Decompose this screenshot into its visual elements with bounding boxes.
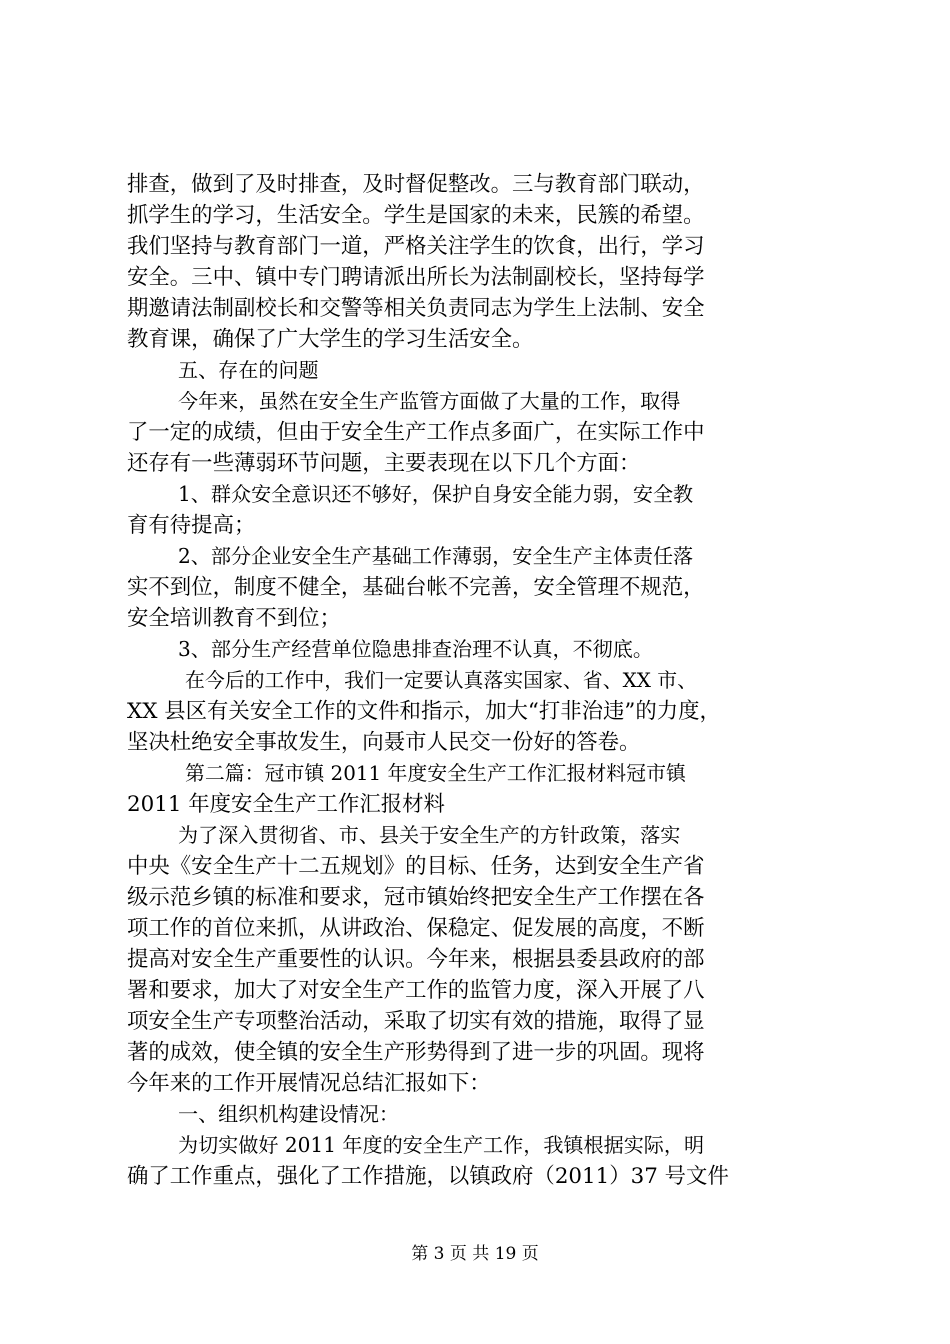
chapter-heading: 第二篇：冠市镇 2011 年度安全生产工作汇报材料冠市镇: [185, 762, 686, 785]
text-line: 今年来的工作开展情况总结汇报如下：: [127, 1071, 491, 1096]
text-line: 坚决杜绝安全事故发生，向聂市人民交一份好的答卷。: [127, 730, 641, 755]
text-line: 中央《安全生产十二五规划》的目标、任务，达到安全生产省: [127, 854, 705, 879]
text-line: 安全培训教育不到位；: [127, 606, 341, 631]
text-line: 著的成效，使全镇的安全生产形势得到了进一步的巩固。现将: [127, 1040, 705, 1065]
text-line: 了一定的成绩，但由于安全生产工作点多面广，在实际工作中: [127, 420, 705, 445]
list-item: 1、群众安全意识还不够好，保护自身安全能力弱，安全教: [178, 482, 694, 506]
text-line: 项工作的首位来抓，从讲政治、保稳定、促发展的高度，不断: [127, 916, 705, 941]
page-footer: 第 3 页 共 19 页: [411, 1244, 539, 1264]
section-heading: 一、组织机构建设情况：: [178, 1102, 400, 1126]
text-line: 我们坚持与教育部门一道，严格关注学生的饮食，出行，学习: [127, 234, 705, 259]
text-line: 为切实做好 2011 年度的安全生产工作，我镇根据实际，明: [178, 1133, 705, 1157]
text-line: 级示范乡镇的标准和要求，冠市镇始终把安全生产工作摆在各: [127, 885, 705, 910]
text-line: 在今后的工作中，我们一定要认真落实国家、省、XX 市、: [185, 669, 698, 692]
text-line: XX 县区有关安全工作的文件和指示，加大“打非治违”的力度，: [127, 699, 721, 724]
text-line: 还存有一些薄弱环节问题，主要表现在以下几个方面：: [127, 451, 641, 476]
text-line: 为了深入贯彻省、市、县关于安全生产的方针政策，落实: [178, 823, 681, 847]
text-line: 实不到位，制度不健全，基础台帐不完善，安全管理不规范，: [127, 575, 705, 600]
text-line: 抓学生的学习，生活安全。学生是国家的未来，民簇的希望。: [127, 203, 705, 228]
list-item: 3、部分生产经营单位隐患排查治理不认真，不彻底。: [178, 637, 653, 661]
list-item: 2、部分企业安全生产基础工作薄弱，安全生产主体责任落: [178, 544, 694, 568]
text-line: 育有待提高；: [127, 513, 256, 538]
text-line: 项安全生产专项整治活动，采取了切实有效的措施，取得了显: [127, 1009, 705, 1034]
text-line: 排查，做到了及时排查，及时督促整改。三与教育部门联动，: [127, 172, 705, 197]
text-line: 确了工作重点，强化了工作措施，以镇政府（2011）37 号文件: [127, 1164, 729, 1189]
text-line: 教育课，确保了广大学生的学习生活安全。: [127, 327, 534, 352]
chapter-heading: 2011 年度安全生产工作汇报材料: [127, 792, 445, 817]
text-line: 安全。三中、镇中专门聘请派出所长为法制副校长，坚持每学: [127, 265, 705, 290]
text-line: 署和要求，加大了对安全生产工作的监管力度，深入开展了八: [127, 978, 705, 1003]
section-heading: 五、存在的问题: [178, 358, 319, 382]
text-line: 期邀请法制副校长和交警等相关负责同志为学生上法制、安全: [127, 296, 705, 321]
text-line: 今年来，虽然在安全生产监管方面做了大量的工作，取得: [178, 389, 681, 413]
text-line: 提高对安全生产重要性的认识。今年来，根据县委县政府的部: [127, 947, 705, 972]
